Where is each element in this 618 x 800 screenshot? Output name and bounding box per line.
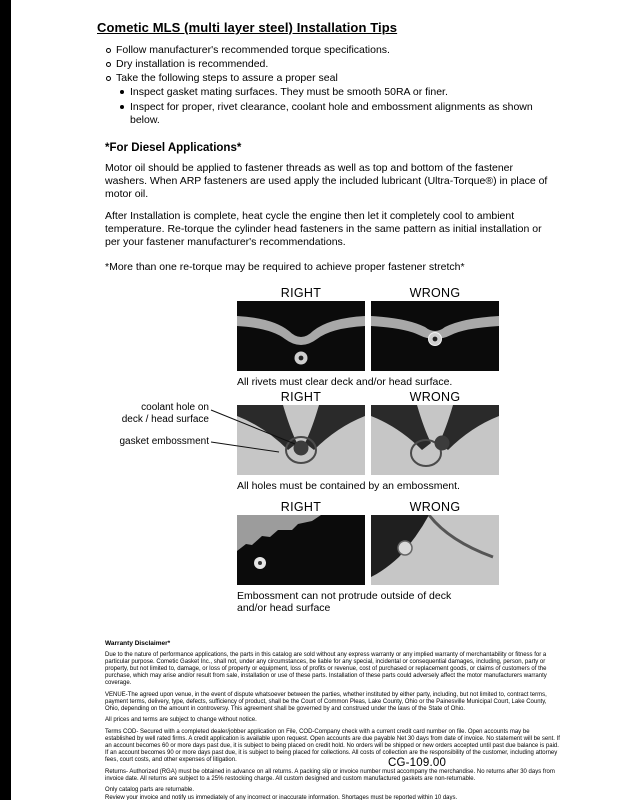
diagram-row-embossment — [97, 390, 565, 500]
embossment-caption: All holes must be contained by an embossment. — [237, 479, 460, 492]
sub-tip-text: Inspect gasket mating surfaces. They must be smooth 50RA or finer. — [130, 86, 448, 99]
wrong-label: WRONG — [409, 499, 461, 514]
bullet-marker-icon — [120, 105, 124, 109]
warranty-paragraph: Only catalog parts are returnable. — [105, 787, 195, 794]
wrong-label: WRONG — [409, 285, 461, 300]
warranty-heading: Warranty Disclaimer* — [105, 639, 171, 647]
protrusion-right-diagram — [237, 515, 365, 585]
pointer-label-line: deck / head surface — [121, 413, 209, 425]
diagram-row-rivets — [97, 286, 565, 390]
sub-tip-text: Inspect for proper, rivet clearance, coolant hole and embossment alignments as shown below. — [130, 100, 533, 126]
rivet-right-image — [237, 301, 365, 371]
bullet-marker-icon — [106, 48, 111, 53]
diagram-row-protrusion — [97, 500, 565, 618]
sub-tips-list — [119, 86, 565, 126]
warranty-paragraph: Review your invoice and notify us immediately of any incorrect or inaccurate information. Shortages must be reported within 10 days. — [105, 794, 458, 800]
tip-text: Follow manufacturer's recommended torque specifications. — [116, 44, 390, 56]
retorque-note: *More than one re-torque may be required to achieve proper fastener stretch* — [105, 260, 465, 273]
pointer-label-line: coolant hole on — [141, 401, 209, 413]
left-edge-bar — [0, 0, 11, 800]
protrusion-caption: Embossment can not protrude outside of deck and/or head surface — [237, 589, 452, 615]
right-label: RIGHT — [280, 389, 322, 404]
protrusion-wrong-diagram — [371, 515, 499, 585]
warranty-paragraph: Terms COD- Secured with a completed dealer/jobber application on File, COD-Company check with a current credit card number on file. Open accounts may be established by well rated firms. A credit application is available upon request. Open accounts are due payable Net 30 days from date of invoice. No statement will be sent. If an account becomes 60 or more days past due, it is subject to being placed on credit hold. No orders will be shipped or new orders accepted until past due balance is paid. If an account becomes 90 or more days past due, it is subject to being placed for collections. All costs of collection are the responsibility of the customer, including attorney fees, court costs, and other expenses of litigation. — [105, 728, 560, 764]
bullet-marker-icon — [106, 62, 111, 67]
document-content — [97, 20, 565, 800]
warranty-paragraph: VENUE-The agreed upon venue, in the event of dispute whatsoever between the parties, whether instituted by either party, including, but not limited to, contract terms, payment terms, delivery, type, defects, sufficiency of product, shall be the Court of Common Pleas, Lake County, Ohio or the Painesville Municipal Court, Lake County, Ohio, depending on the amount in controversy. This agreement shall be governed by and construed under the laws of the State of Ohio. — [105, 691, 547, 712]
warranty-paragraph: Due to the nature of performance applications, the parts in this catalog are sold without any express warranty or any implied warranty of merchantability or fitness for a particular purpose. Cometic Gasket Inc., shall not, under any circumstances, be liable for any special, incidental or consequential damages, including, person, party or property, but not limited to, damage, or loss of property or equipment, loss of profits or revenue, cost of purchased or replacement goods, or claims of customers of the purchase, which may arise and/or result from sale, installation or use of these parts. Installation of these parts could adversely affect the motor manufacturers warranty coverage. — [105, 651, 547, 687]
list-item — [119, 86, 565, 99]
tips-list — [105, 44, 565, 85]
diesel-applications-heading: *For Diesel Applications* — [105, 141, 242, 154]
list-item — [119, 101, 565, 127]
tip-text: Take the following steps to assure a proper seal — [116, 72, 338, 85]
protrusion-right-image — [237, 515, 365, 585]
warranty-paragraph: Returns- Authorized (RGA) must be obtained in advance on all returns. A packing slip or invoice number must accompany the merchandise. No returns after 30 days from invoice date. All returns are subject to a 25% restocking charge. All custom designed and custom manufactured gaskets are non-returnable. — [105, 768, 555, 782]
tip-text: Dry installation is recommended. — [116, 58, 269, 71]
diesel-paragraph-2: After Installation is complete, heat cycle the engine then let it completely cool to ambient temperature. Re-torque the cylinder head fasteners in the same pattern as initial installation or per your fastener manufacturer's recommendations. — [105, 209, 542, 249]
list-item — [105, 44, 565, 57]
list-item — [105, 58, 565, 71]
embossment-wrong-diagram — [371, 405, 499, 475]
diesel-paragraph-1: Motor oil should be applied to fastener threads as well as top and bottom of the fastener washers. When ARP fasteners are used apply the included lubricant (Ultra-Torque®) in place of motor oil. — [105, 161, 548, 201]
bullet-marker-icon — [106, 76, 111, 81]
warranty-section — [105, 640, 561, 800]
page-title: Cometic MLS (multi layer steel) Installation Tips — [97, 20, 398, 35]
bullet-marker-icon — [120, 90, 124, 94]
right-label: RIGHT — [280, 285, 322, 300]
rivet-right-diagram — [237, 301, 365, 371]
rivet-caption: All rivets must clear deck and/or head surface. — [237, 375, 453, 388]
gasket-embossment-pointer-label: gasket embossment — [119, 435, 209, 447]
list-item — [105, 72, 565, 85]
wrong-label: WRONG — [409, 389, 461, 404]
right-label: RIGHT — [280, 499, 322, 514]
rivet-wrong-diagram — [371, 301, 499, 371]
warranty-paragraph: All prices and terms are subject to change without notice. — [105, 717, 257, 724]
rivet-wrong-image — [371, 301, 499, 371]
catalog-page-code: CG-109.00 — [388, 757, 447, 769]
embossment-wrong-image — [371, 405, 499, 475]
protrusion-wrong-image — [371, 515, 499, 585]
coolant-hole-pointer-label — [97, 402, 209, 426]
pointer-lines — [209, 390, 311, 470]
